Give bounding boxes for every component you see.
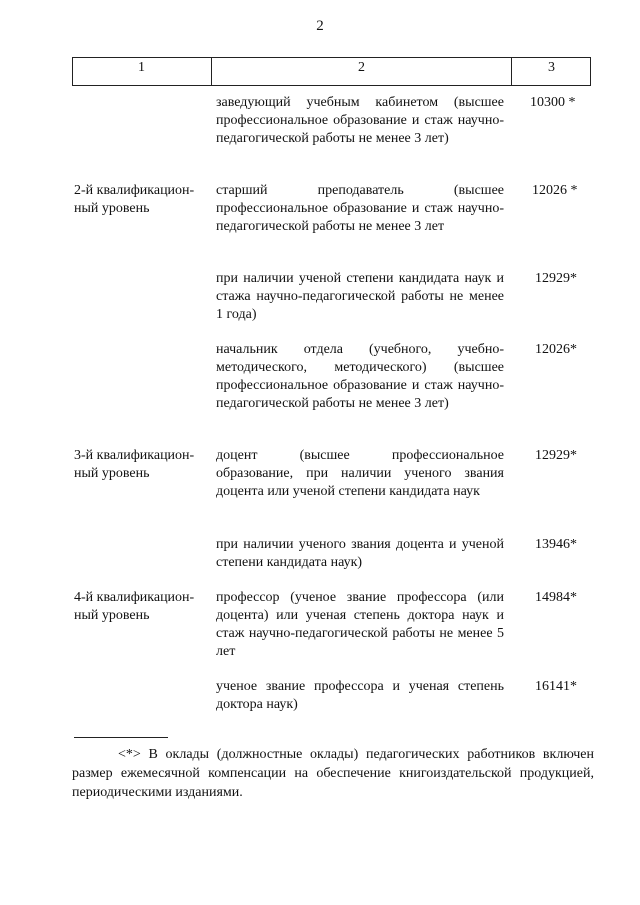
row-salary: 13946* xyxy=(535,537,577,552)
row-salary: 12026 * xyxy=(532,183,578,198)
row-salary: 12929* xyxy=(535,271,577,286)
row-qualification-level: 4-й квалификацион-ный уровень xyxy=(74,590,195,623)
row-description: заведующий учебным кабинетом (высшее профессиональное образование и стаж научно-педагогической работы не менее 3 лет) xyxy=(216,95,504,146)
row-salary: 12929* xyxy=(535,448,577,463)
row-description: начальник отдела (учебного, учебно-методического, методического) (высшее профессиональное образование и стаж научно-педагогической работы не менее 3 лет) xyxy=(216,342,504,411)
header-col-1: 1 xyxy=(138,60,145,75)
row-salary: 14984* xyxy=(535,590,577,605)
row-salary: 12026* xyxy=(535,342,577,357)
row-description: профессор (ученое звание профессора (или доцента) или ученая степень доктора наук и стаж научно-педагогической работы не менее 5 лет xyxy=(216,590,504,659)
row-description: старший преподаватель (высшее профессиональное образование и стаж научно-педагогической работы не менее 3 лет xyxy=(216,183,504,234)
footnote-separator xyxy=(74,737,168,738)
row-salary: 10300 * xyxy=(530,95,576,110)
row-salary: 16141* xyxy=(535,679,577,694)
row-description: ученое звание профессора и ученая степень доктора наук) xyxy=(216,679,504,712)
row-description: при наличии ученого звания доцента и ученой степени кандидата наук) xyxy=(216,537,504,570)
header-col-2: 2 xyxy=(358,60,365,75)
row-description: доцент (высшее профессиональное образование, при наличии ученого звания доцента или ученой степени кандидата наук xyxy=(216,448,504,499)
footnote-text: <*> В оклады (должностные оклады) педагогических работников включен размер ежемесячной компенсации на обеспечение книгоиздательской продукцией, периодическими изданиями. xyxy=(72,747,594,800)
row-qualification-level: 2-й квалификацион-ный уровень xyxy=(74,183,195,216)
header-col-3: 3 xyxy=(548,60,555,75)
page-number: 2 xyxy=(316,18,324,34)
row-description: при наличии ученой степени кандидата наук и стажа научно-педагогической работы не менее 1 года) xyxy=(216,271,504,322)
row-qualification-level: 3-й квалификацион-ный уровень xyxy=(74,448,195,481)
